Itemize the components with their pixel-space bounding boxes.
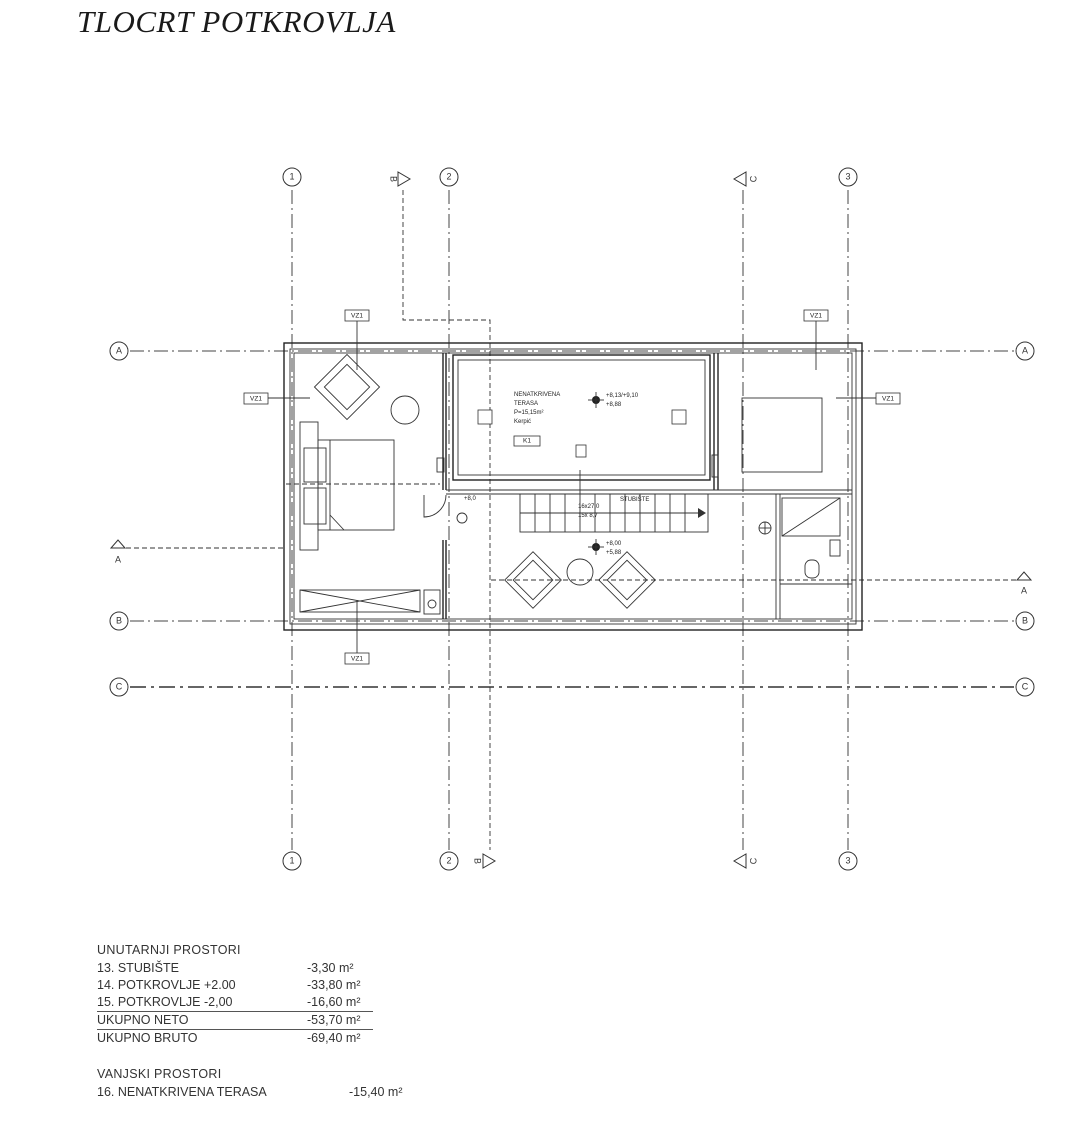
total-row	[97, 1029, 373, 1047]
grid-label: 1	[289, 855, 295, 866]
internal-header: UNUTARNJI PROSTORI	[97, 943, 241, 957]
grid-label: B	[115, 615, 123, 626]
svg-text:15x 8,7: 15x 8,7	[578, 513, 598, 519]
svg-text:B: B	[388, 175, 399, 183]
svg-text:A: A	[1020, 585, 1028, 596]
column-bubbles-bottom	[283, 852, 857, 870]
svg-text:+8,88: +8,88	[606, 402, 622, 408]
stairs-label: STUBIŠTE	[620, 497, 650, 503]
svg-text:+8,00: +8,00	[606, 541, 622, 547]
vz1-tag: VZ1	[351, 655, 363, 663]
grid-label: C	[115, 681, 123, 692]
right-room-furniture	[712, 398, 822, 477]
total-label: UKUPNO NETO	[97, 1013, 189, 1027]
terrace-annotations	[478, 392, 686, 457]
svg-text:+8,0: +8,0	[464, 496, 476, 502]
section-markers	[111, 172, 1031, 868]
area-value: -15,40 m²	[349, 1085, 403, 1099]
interior-walls	[443, 353, 852, 619]
area-value: -16,60 m²	[307, 995, 361, 1009]
total-value: -69,40 m²	[307, 1031, 361, 1045]
area-label: 16. NENATKRIVENA TERASA	[97, 1085, 267, 1099]
grid-label: 1	[289, 171, 295, 182]
area-row	[97, 977, 403, 994]
column-axes	[292, 190, 848, 850]
grid-label: A	[115, 345, 123, 356]
section-lines	[115, 190, 1024, 850]
svg-text:B: B	[472, 857, 483, 865]
total-label: UKUPNO BRUTO	[97, 1031, 198, 1045]
grid-label: 3	[845, 171, 851, 182]
grid-label: A	[1021, 345, 1029, 356]
svg-text:P=15,15m²: P=15,15m²	[514, 410, 544, 416]
area-label: 14. POTKROVLJE +2.00	[97, 978, 236, 992]
grid-label: 2	[446, 171, 452, 182]
area-label: 15. POTKROVLJE -2,00	[97, 995, 233, 1009]
area-row	[97, 960, 403, 977]
stairs-annotations	[578, 496, 649, 519]
living-furniture	[457, 513, 655, 608]
vz1-tag: VZ1	[810, 312, 822, 320]
area-value: -3,30 m²	[307, 961, 354, 975]
grid-label: B	[1021, 615, 1029, 626]
grid-label: 3	[845, 855, 851, 866]
area-row	[97, 1084, 403, 1101]
vz1-tag: VZ1	[351, 312, 363, 320]
area-table	[97, 943, 403, 1101]
terrace-label: NENATKRIVENA	[514, 392, 561, 398]
grid-label: 2	[446, 855, 452, 866]
total-value: -53,70 m²	[307, 1013, 361, 1027]
k1-tag: K1	[523, 437, 531, 445]
page-title: TLOCRT POTKROVLJA	[77, 4, 396, 39]
outer-walls	[284, 343, 862, 630]
svg-text:A: A	[114, 554, 122, 565]
external-header: VANJSKI PROSTORI	[97, 1067, 222, 1081]
svg-text:TERASA: TERASA	[514, 401, 539, 407]
column-bubbles-top	[283, 168, 857, 186]
vz1-tag: VZ1	[882, 395, 894, 403]
grid-label: C	[1021, 681, 1029, 692]
bathroom	[759, 498, 840, 578]
total-row	[97, 1011, 373, 1029]
area-value: -33,80 m²	[307, 978, 361, 992]
svg-text:+8,13/+9,10: +8,13/+9,10	[606, 393, 639, 399]
svg-text:Kerpić: Kerpić	[514, 419, 532, 425]
vz1-tags	[244, 310, 900, 664]
stairs	[520, 470, 708, 532]
svg-text:16x27,0: 16x27,0	[578, 504, 600, 510]
vz1-tag: VZ1	[250, 395, 262, 403]
svg-text:C: C	[748, 857, 759, 865]
area-label: 13. STUBIŠTE	[97, 961, 179, 975]
svg-text:+5,88: +5,88	[606, 550, 622, 556]
svg-text:C: C	[748, 175, 759, 183]
area-row	[97, 994, 403, 1011]
